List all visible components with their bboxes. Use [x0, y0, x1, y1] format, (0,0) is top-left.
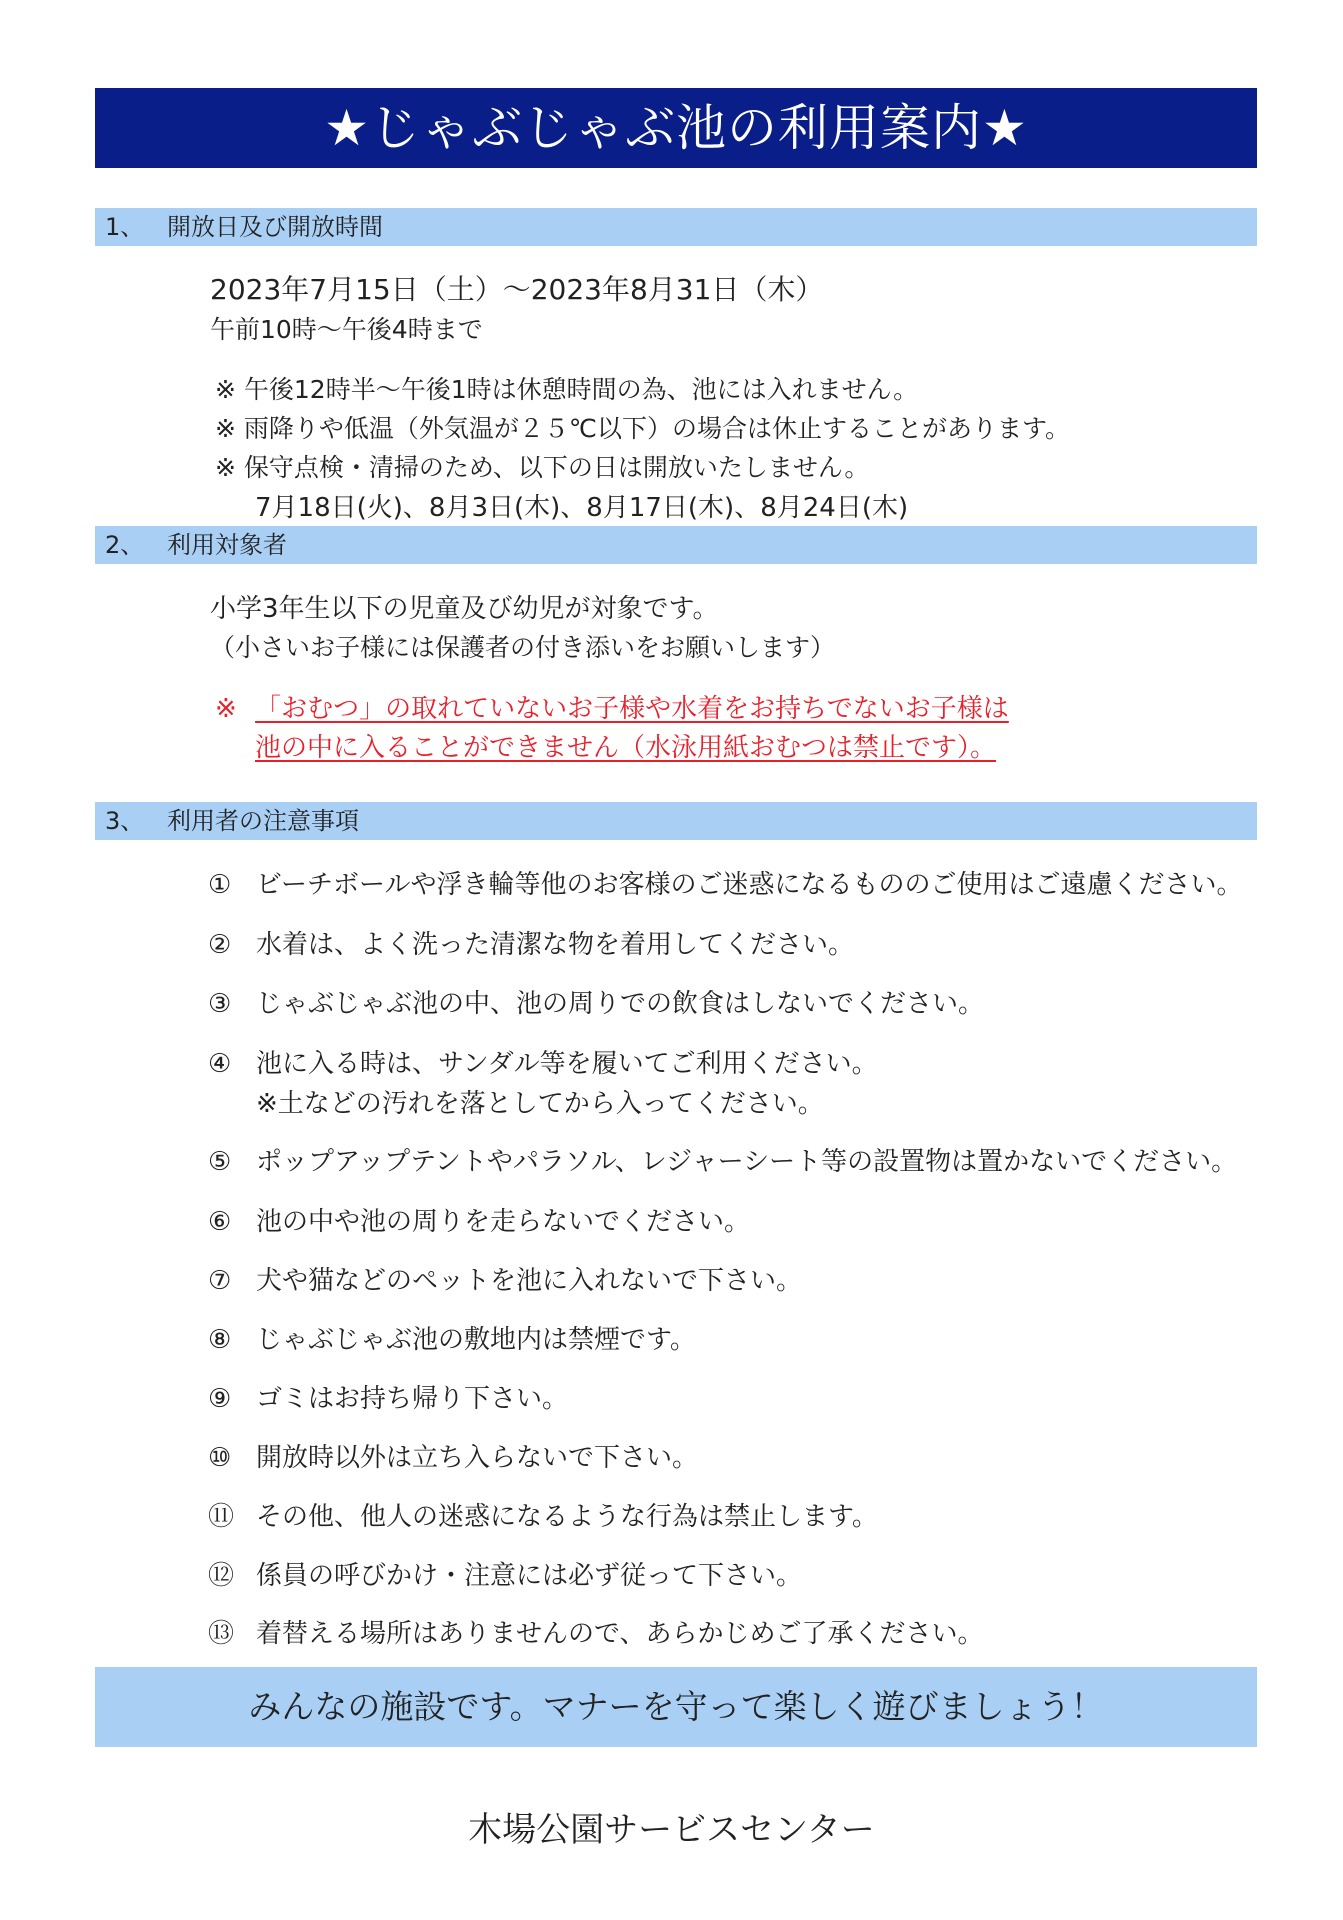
rule-marker: ⑫	[208, 1561, 235, 1591]
rule-item	[208, 1201, 750, 1238]
rule-marker: ①	[208, 870, 232, 900]
section-header-eligibility	[95, 526, 1257, 564]
section-number: 2、	[105, 531, 145, 559]
rule-text: 犬や猫などのペットを池に入れないで下さい。	[256, 1266, 803, 1296]
rule-item	[208, 1613, 983, 1650]
eligibility-main: 小学3年生以下の児童及び幼児が対象です。	[210, 594, 719, 624]
rule-item	[208, 983, 984, 1020]
section-header-opening	[95, 208, 1257, 246]
warning-line: 「おむつ」の取れていないお子様や水着をお持ちでないお子様は	[255, 694, 1009, 724]
rule-marker: ②	[208, 930, 232, 960]
opening-hours: 午前10時〜午後4時まで	[210, 315, 483, 344]
rule-item	[208, 1378, 568, 1415]
rule-item	[208, 1496, 878, 1533]
section-label: 利用者の注意事項	[167, 807, 359, 835]
warning-line: 池の中に入ることができません（水泳用紙おむつは禁止です）。	[255, 733, 997, 763]
rule-note: ※土などの汚れを落としてから入ってください。	[256, 1089, 824, 1119]
rule-marker: ④	[208, 1049, 232, 1079]
opening-note: ※ 午後12時半〜午後1時は休憩時間の為、池には入れません。	[215, 375, 919, 404]
rule-item	[208, 924, 854, 961]
closed-days: 7月18日(火)、8月3日(木)、8月17日(木)、8月24日(木)	[255, 493, 909, 523]
rule-text: ゴミはお持ち帰り下さい。	[256, 1384, 569, 1414]
footer-message: みんなの施設です。マナーを守って楽しく遊びましょう！	[95, 1667, 1257, 1747]
section-header-rules	[95, 802, 1257, 840]
section-number: 1、	[105, 213, 145, 241]
opening-note: ※ 保守点検・清掃のため、以下の日は開放いたしません。	[215, 453, 870, 482]
rule-marker: ⑦	[208, 1266, 232, 1296]
rule-text: ビーチボールや浮き輪等他のお客様のご迷惑になるもののご使用はご遠慮ください。	[256, 870, 1243, 900]
rule-text: 開放時以外は立ち入らないで下さい。	[256, 1443, 699, 1473]
section-label: 開放日及び開放時間	[167, 213, 383, 241]
diaper-warning	[215, 688, 1009, 725]
rule-text: じゃぶじゃぶ池の敷地内は禁煙です。	[256, 1325, 696, 1355]
rule-text: 水着は、よく洗った清潔な物を着用してください。	[256, 930, 855, 960]
rule-item	[208, 1437, 698, 1474]
rule-item	[208, 1043, 878, 1080]
rule-text: ポップアップテントやパラソル、レジャーシート等の設置物は置かないでください。	[256, 1147, 1238, 1177]
rule-marker: ⑥	[208, 1207, 232, 1237]
rule-text: 係員の呼びかけ・注意には必ず従って下さい。	[256, 1561, 803, 1591]
rule-marker: ③	[208, 989, 232, 1019]
rule-text: 着替える場所はありませんので、あらかじめご了承ください。	[256, 1619, 984, 1649]
rule-marker: ⑨	[208, 1384, 232, 1414]
page-title: ★じゃぶじゃぶ池の利用案内★	[95, 88, 1257, 168]
section-label: 利用対象者	[167, 531, 287, 559]
organization-name: 木場公園サービスセンター	[468, 1810, 875, 1850]
opening-note: ※ 雨降りや低温（外気温が２５℃以下）の場合は休止することがあります。	[215, 414, 1070, 443]
rule-marker: ⑤	[208, 1147, 232, 1177]
rule-item	[208, 1555, 802, 1592]
rule-item	[208, 1260, 802, 1297]
rule-item	[208, 1319, 696, 1356]
section-number: 3、	[105, 807, 145, 835]
rule-text: じゃぶじゃぶ池の中、池の周りでの飲食はしないでください。	[256, 989, 985, 1019]
rule-marker: ⑬	[208, 1619, 235, 1649]
opening-dates: 2023年7月15日（土）〜2023年8月31日（木）	[210, 273, 824, 306]
rule-text: 池に入る時は、サンダル等を履いてご利用ください。	[256, 1049, 878, 1079]
rule-text: その他、他人の迷惑になるような行為は禁止します。	[256, 1502, 878, 1532]
rule-marker: ⑪	[208, 1502, 235, 1532]
eligibility-sub: （小さいお子様には保護者の付き添いをお願いします）	[210, 633, 836, 662]
rule-item	[208, 864, 1242, 901]
rule-marker: ⑧	[208, 1325, 232, 1355]
warning-mark: ※	[215, 694, 237, 724]
rule-item	[208, 1141, 1237, 1178]
rule-text: 池の中や池の周りを走らないでください。	[256, 1207, 751, 1237]
rule-marker: ⑩	[208, 1443, 232, 1473]
